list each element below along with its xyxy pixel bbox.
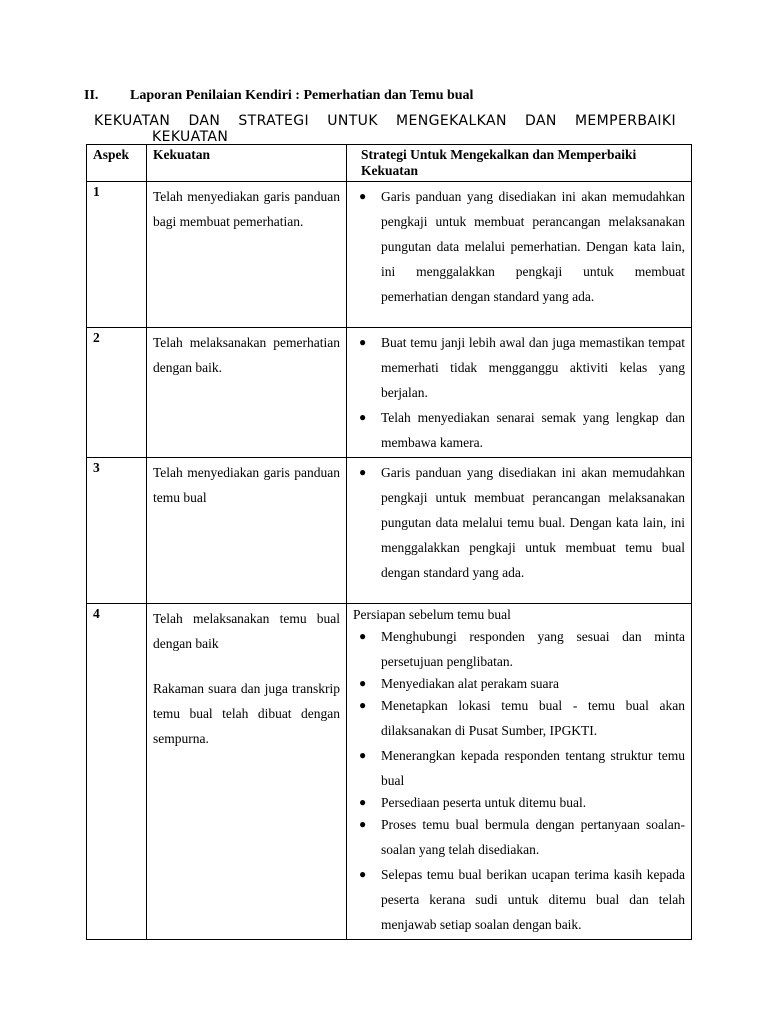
kekuatan-cell <box>147 458 347 604</box>
header-strategi: Strategi Untuk Mengekalkan dan Memperbaiki Kekuatan <box>347 145 692 182</box>
section-heading <box>84 88 473 104</box>
section-number: II. <box>84 88 99 103</box>
bullet-icon: ● <box>359 867 367 881</box>
strategi-cell <box>347 182 692 328</box>
bullet-icon: ● <box>359 465 367 479</box>
strategi-item: ● Persediaan peserta untuk ditemu bual. <box>359 795 587 810</box>
kekuatan-cell <box>147 328 347 458</box>
kekuatan-text: Telah menyediakan garis panduan temu bual <box>153 465 340 505</box>
section-title: Laporan Penilaian Kendiri : Pemerhatian dan Temu bual <box>130 88 474 103</box>
aspek-cell: 1 <box>87 182 147 328</box>
aspek-cell: 4 <box>87 604 147 940</box>
table-row <box>87 182 692 328</box>
bullet-icon: ● <box>359 795 367 809</box>
kekuatan-cell <box>147 182 347 328</box>
strategi-item: ● Menghubungi responden yang sesuai dan minta persetujuan penglibatan. <box>381 624 685 674</box>
table-header-row <box>87 145 692 182</box>
aspek-cell: 2 <box>87 328 147 458</box>
strategi-item: ● Menyediakan alat perakam suara <box>359 676 560 691</box>
strategi-item: ● Telah menyediakan senarai semak yang lengkap dan membawa kamera. <box>381 405 685 455</box>
strategi-item: ● Proses temu bual bermula dengan pertanyaan soalan-soalan yang telah disediakan. <box>381 812 685 862</box>
strategi-item: ● Garis panduan yang disediakan ini akan memudahkan pengkaji untuk membuat perancangan melaksanakan pungutan data melalui pemerhatian. Dengan kata lain, ini menggalakkan pengkaji untuk membuat pemerhatian dengan standard yang ada. <box>381 184 685 309</box>
bullet-icon: ● <box>359 817 367 831</box>
table-row <box>87 328 692 458</box>
bullet-icon: ● <box>359 629 367 643</box>
table-row <box>87 458 692 604</box>
strategi-item: ● Garis panduan yang disediakan ini akan memudahkan pengkaji untuk membuat perancangan melaksanakan pungutan data melalui temu bual. Dengan kata lain, ini menggalakkan pengkaji untuk membuat temu bual dengan standard yang ada. <box>381 460 685 585</box>
table-title-line1: KEKUATAN DAN STRATEGI UNTUK MENGEKALKAN DAN MEMPERBAIKI <box>94 113 676 129</box>
bullet-icon: ● <box>359 335 367 349</box>
strategi-item: ● Menerangkan kepada responden tentang struktur temu bual <box>381 743 685 793</box>
strategi-cell <box>347 328 692 458</box>
bullet-icon: ● <box>359 189 367 203</box>
table-row <box>87 604 692 940</box>
strength-strategy-table <box>86 144 692 940</box>
kekuatan-text: Rakaman suara dan juga transkrip temu bual telah dibuat dengan sempurna. <box>153 681 340 746</box>
strategi-item: ● Selepas temu bual berikan ucapan terima kasih kepada peserta kerana sudi untuk ditemu bual dan telah menjawab setiap soalan dengan baik. <box>381 862 685 937</box>
header-kekuatan: Kekuatan <box>147 145 347 182</box>
strategi-cell <box>347 604 692 940</box>
header-aspek: Aspek <box>87 145 147 182</box>
strategi-item: ● Menetapkan lokasi temu bual - temu bual akan dilaksanakan di Pusat Sumber, IPGKTI. <box>381 693 685 743</box>
bullet-icon: ● <box>359 748 367 762</box>
strategi-item: ● Buat temu janji lebih awal dan juga memastikan tempat memerhati tidak mengganggu aktiviti kelas yang berjalan. <box>381 330 685 405</box>
aspek-cell: 3 <box>87 458 147 604</box>
bullet-icon: ● <box>359 698 367 712</box>
kekuatan-text: Telah melaksanakan pemerhatian dengan baik. <box>153 335 340 375</box>
kekuatan-text: Telah melaksanakan temu bual dengan baik <box>153 611 340 651</box>
strategi-cell <box>347 458 692 604</box>
kekuatan-text: Telah menyediakan garis panduan bagi membuat pemerhatian. <box>153 189 340 229</box>
bullet-icon: ● <box>359 676 367 690</box>
bullet-icon: ● <box>359 410 367 424</box>
table-title-line2: KEKUATAN <box>152 129 229 145</box>
kekuatan-cell <box>147 604 347 940</box>
strategi-intro: Persiapan sebelum temu bual <box>353 607 511 622</box>
